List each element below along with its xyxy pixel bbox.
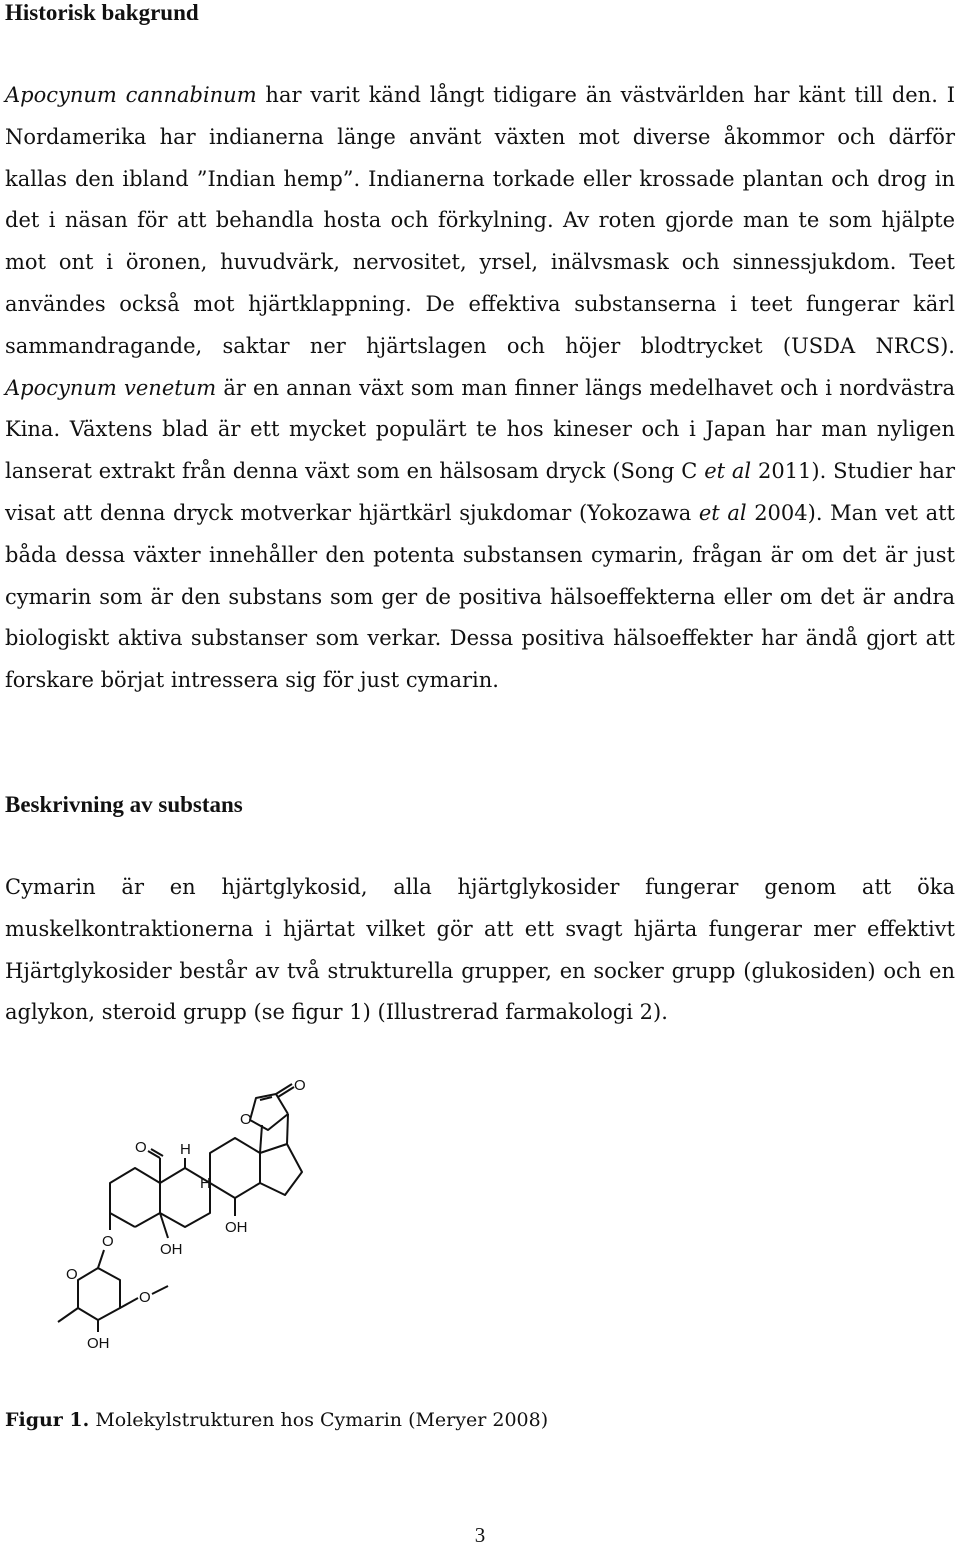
cymarin-molecule-structure: [40, 1080, 340, 1360]
section-heading-historisk-bakgrund: Historisk bakgrund: [5, 0, 199, 25]
atom-oh-c14: OH: [225, 1219, 248, 1236]
atom-h-c8: H: [180, 1141, 191, 1158]
paragraph-substance-description: Cymarin är en hjärtglykosid, alla hjärtglykosider fungerar genom att öka muskelkontraktionerna i hjärtat vilket gör att ett svagt hjärta fungerar mer effektivt Hjärtglykosider består av två strukturella grupper, en socker grupp (glukosiden) och en aglykon, steroid grupp (se figur 1) (Illustrerad farmakologi 2).: [5, 875, 955, 1025]
atom-o-lactone-ring: O: [240, 1111, 252, 1128]
et-al: et al: [704, 459, 752, 484]
figure-caption: Figur 1. Molekylstrukturen hos Cymarin (Meryer 2008): [5, 1409, 549, 1431]
atom-o-ketone: O: [135, 1139, 147, 1156]
section-heading-beskrivning: Beskrivning av substans: [5, 792, 243, 817]
atom-oh-sugar: OH: [87, 1335, 110, 1352]
atom-o-sugar-ring: O: [66, 1266, 78, 1283]
atom-o-glycosidic: O: [102, 1233, 114, 1250]
atom-o-lactone-carbonyl: O: [294, 1080, 306, 1094]
atom-oh-c5: OH: [160, 1241, 183, 1258]
atom-h-c9: H: [200, 1175, 211, 1192]
page-number: 3: [474, 1523, 486, 1547]
figure-label: Figur 1.: [5, 1409, 90, 1431]
paragraph-historical-background: Apocynum cannabinum har varit känd långt tidigare än västvärlden har känt till den. I Nordamerika har indianerna länge använt växten mot diverse åkommor och därför kallas den ibland ”Indian hemp”. Indianerna torkade eller krossade plantan och drog in det i näsan för att behandla hosta och förkylning. Av roten gjorde man te som hjälpte mot ont i öronen, huvudvärk, nervositet, yrsel, inälvsmask och sinnessjukdom. Teet användes också mot hjärtklappning. De effektiva substanserna i teet fungerar kärl sammandragande, saktar ner hjärtslagen och höjer blodtrycket (USDA NRCS). Apocynum venetum är en annan växt som man finner längs medelhavet och i nordvästra Kina. Växtens blad är ett mycket populärt te hos kineser och i Japan har man nyligen lanserat extrakt från denna växt som en hälsosam dryck (Song C et al 2011). Studier har visat att denna dryck motverkar hjärtkärl sjukdomar (Yokozawa et al 2004). Man vet att båda dessa växter innehåller den potenta substansen cymarin, frågan är om det är just cymarin som är den substans som ger de positiva hälsoeffekterna eller om det är andra biologiskt aktiva substanser som verkar. Dessa positiva hälsoeffekter har ändå gjort att forskare börjat intressera sig för just cymarin.: [5, 83, 955, 693]
et-al: et al: [698, 500, 747, 525]
atom-o-methoxy: O: [139, 1289, 151, 1306]
species-name: Apocynum cannabinum: [5, 83, 257, 107]
species-name: Apocynum venetum: [5, 375, 217, 400]
